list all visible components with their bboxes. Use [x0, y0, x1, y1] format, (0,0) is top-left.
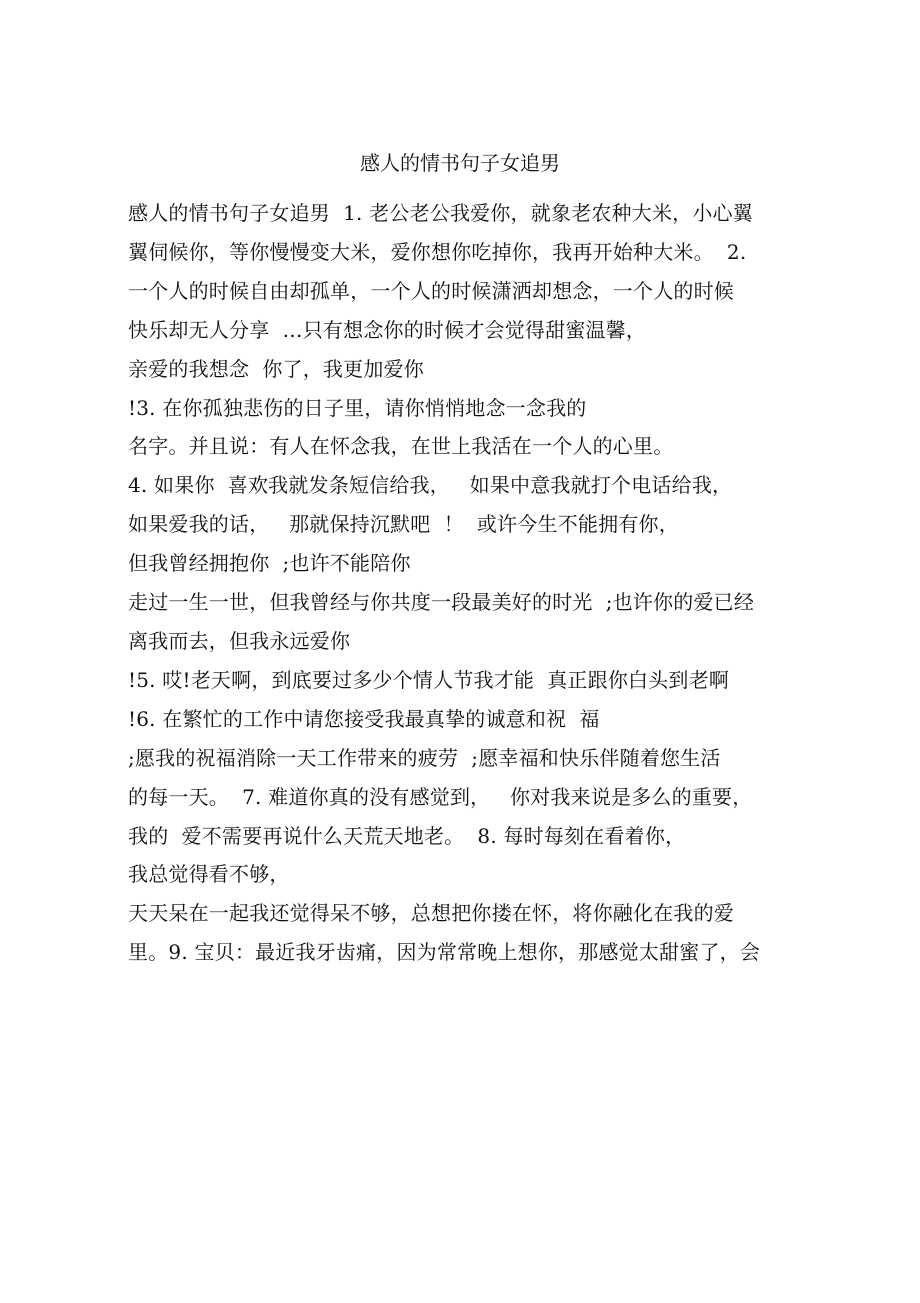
body-line: 走过一生一世，但我曾经与你共度一段最美好的时光 ;也许你的爱已经 [128, 590, 755, 615]
body-line: 亲爱的我想念 你了，我更加爱你 [128, 356, 424, 381]
body-line: !5. 哎!老天啊，到底要过多少个情人节我才能 真正跟你白头到老啊 [128, 667, 730, 692]
document-body [128, 194, 808, 972]
body-line: 我总觉得看不够， [128, 862, 290, 887]
body-line: !3. 在你孤独悲伤的日子里，请你悄悄地念一念我的 [128, 395, 587, 420]
body-line: 离我而去，但我永远爱你 [128, 628, 351, 653]
body-line: !6. 在繁忙的工作中请您接受我最真挚的诚意和祝 福 [128, 706, 600, 731]
body-line: 感人的情书句子女追男 1. 老公老公我爱你，就象老农种大米，小心翼 [128, 201, 753, 225]
body-line: 翼伺候你，等你慢慢变大米，爱你想你吃掉你，我再开始种大米。 2. [128, 239, 747, 264]
document-title: 感人的情书句子女追男 [360, 151, 560, 175]
body-line: ;愿我的祝福消除一天工作带来的疲劳 ;愿幸福和快乐伴随着您生活 [128, 745, 721, 770]
body-line: 里。9. 宝贝：最近我牙齿痛，因为常常晚上想你，那感觉太甜蜜了，会 [128, 940, 761, 965]
body-line: 但我曾经拥抱你 ;也许不能陪你 [128, 551, 411, 576]
body-line: 的每一天。 7. 难道你真的没有感觉到， 你对我来说是多么的重要， [128, 784, 753, 809]
body-line: 我的 爱不需要再说什么天荒天地老。 8. 每时每刻在看着你， [128, 823, 686, 848]
body-line: 名字。并且说：有人在怀念我，在世上我活在一个人的心里。 [128, 434, 674, 459]
body-line: 天天呆在一起我还觉得呆不够，总想把你搂在怀，将你融化在我的爱 [128, 901, 734, 926]
body-line: 4. 如果你 喜欢我就发条短信给我， 如果中意我就打个电话给我， [128, 473, 733, 498]
body-line: 一个人的时候自由却孤单，一个人的时候潇洒却想念，一个人的时候 [128, 278, 734, 303]
body-line: 快乐却无人分享 …只有想念你的时候才会觉得甜蜜温馨， [128, 317, 647, 342]
body-line: 如果爱我的话， 那就保持沉默吧 ！ 或许今生不能拥有你， [128, 512, 679, 537]
